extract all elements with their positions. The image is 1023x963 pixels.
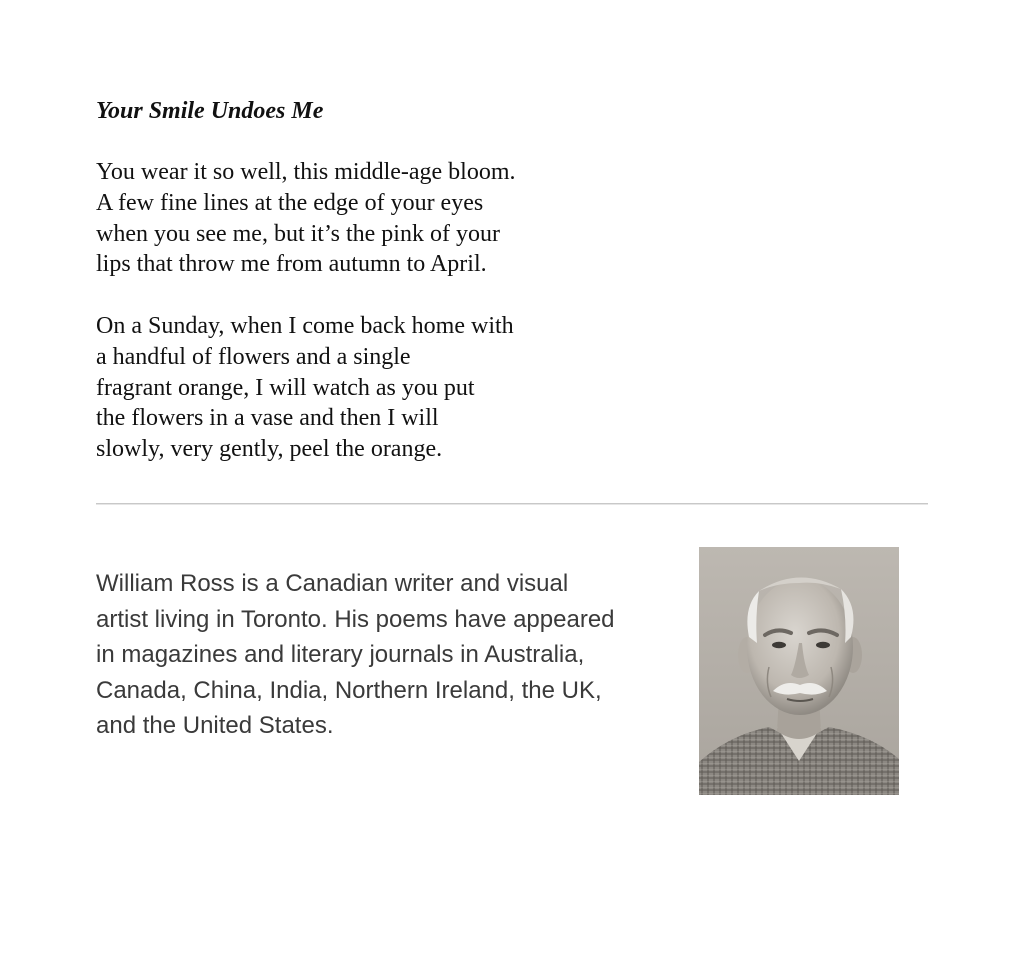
bio-line: Canada, China, India, Northern Ireland, the UK, [96,676,602,704]
section-divider [96,503,928,505]
poem-line: when you see me, but it’s the pink of your [96,220,500,247]
bio-line: artist living in Toronto. His poems have appeared [96,605,615,633]
poem-stanza-2 [96,311,514,465]
poem-line: fragrant orange, I will watch as you put [96,374,475,401]
poem-line: the flowers in a vase and then I will [96,405,439,432]
poem-stanza-1 [96,157,516,280]
poem-line: A few fine lines at the edge of your eyes [96,189,484,216]
bio-line: William Ross is a Canadian writer and visual [96,570,569,597]
poem-line: slowly, very gently, peel the orange. [96,436,443,463]
author-bio [96,566,686,744]
poem-line: You wear it so well, this middle-age bloom. [96,159,516,185]
poem-line: On a Sunday, when I come back home with [96,313,514,339]
bio-line: and the United States. [96,712,334,739]
bio-line: in magazines and literary journals in Australia, [96,641,585,668]
poem-title: Your Smile Undoes Me [96,98,324,124]
author-portrait [699,547,899,795]
poem-line: a handful of flowers and a single [96,343,411,370]
poem-line: lips that throw me from autumn to April. [96,251,487,278]
